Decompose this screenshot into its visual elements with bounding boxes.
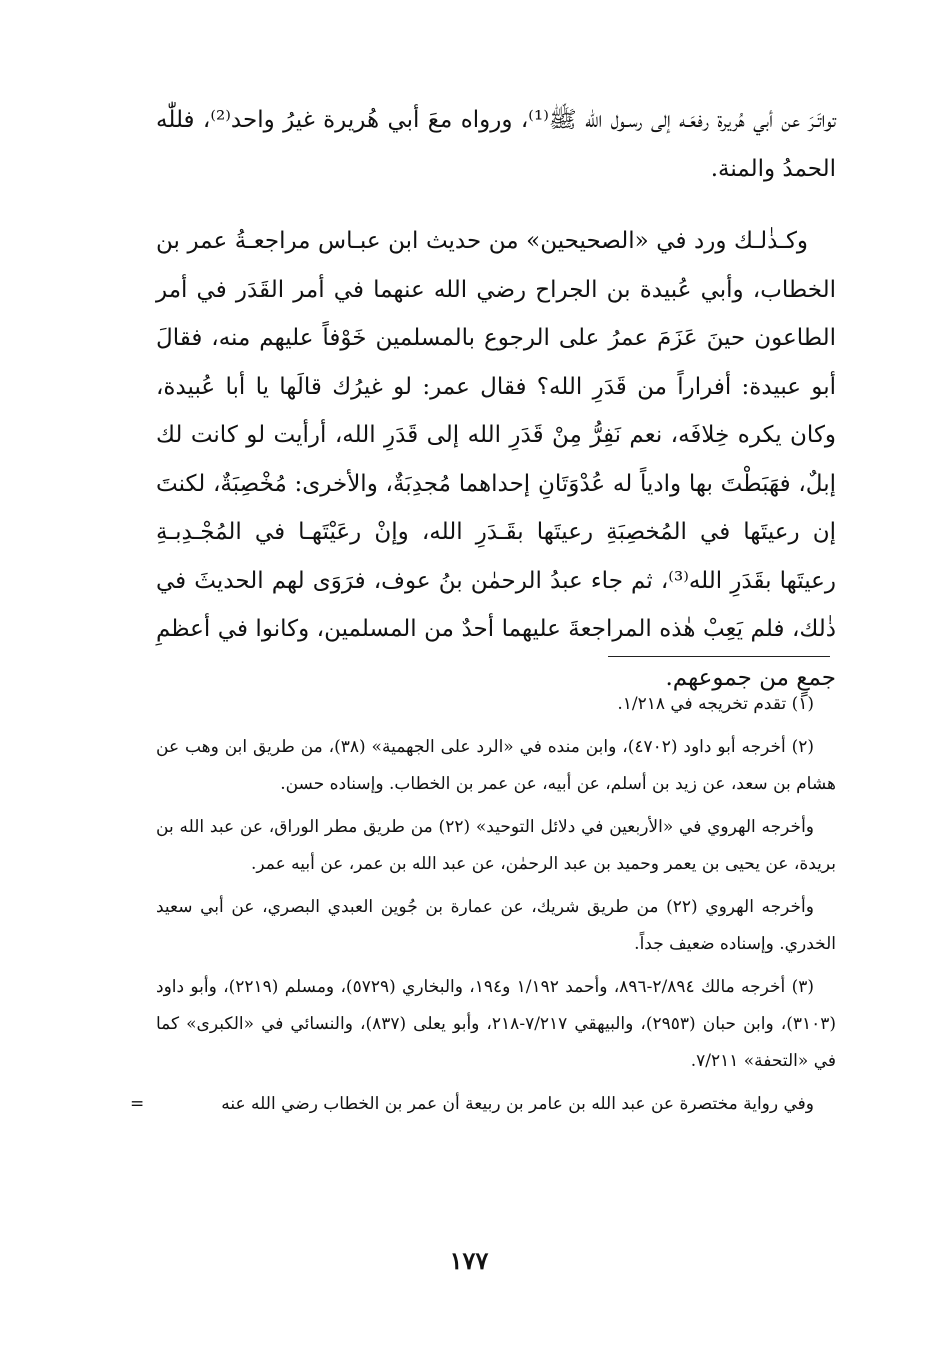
page-number: ١٧٧ [449, 1246, 489, 1275]
continuation-mark: = [130, 1094, 145, 1114]
main-text [156, 96, 836, 702]
footnote: (١) تقدم تخريجه في ١/٢١٨. [617, 694, 814, 714]
footnote: وأخرجه الهروي في «الأربعين في دلائل التوحيد» (٢٢) من طريق مطر الوراق، عن عبد الله بن بريدة، عن يحيى بن يعمر وحميد بن عبد الرحمٰن، عن عبد الله بن عمر، عن أبيه عمر. [156, 817, 836, 874]
main-paragraph: وكـذٰلـك ورد في «الصحيحين» من حديث ابن عبـاس مراجعـةُ عمر بن الخطاب، وأبي عُبيدة بن الجراح رضي الله عنهما في أمر القَدَر في أمر الطاعون حينَ عَزَمَ عمرُ على الرجوع بالمسلمين خَوْفاً عليهم منه، فقالَ أبو عبيدة: أفراراً من قَدَرِ الله؟ فقال عمر: لو غيرُك قالَها يا أبا عُبيدة، وكان يكره خِلافَه، نعم نَفِرُّ مِنْ قَدَرِ الله إلى قَدَرِ الله، أرأيت لو كانت لك إبلٌ، فهَبَطْتَ بها وادياً له عُدْوَتَانِ إحداهما مُجدِبَةٌ، والأخرى: مُخْصِبَةٌ، لكنتَ إن رعيتَها في المُخصِبَةِ رعيتَها بقَـدَرِ الله، وإنْ رعَيْتَهـا في المُجْـدِبـةِ رعيتَها بقَدَرِ الله⁽³⁾، ثم جاء عبدُ الرحمٰن بنُ عوف، فرَوَى لهم الحديثَ في ذٰلك، فلم يَعِبْ هٰذه المراجعةَ عليهما أحدٌ من المسلمين، وكانوا في أعظمِ جمعٍ من جموعهم. [156, 228, 836, 691]
footnotes [130, 686, 836, 1129]
footnote-divider [608, 656, 830, 657]
footnote-text: وفي رواية مختصرة عن عبد الله بن عامر بن ربيعة أن عمر بن الخطاب رضي الله عنه [221, 1094, 814, 1114]
main-paragraph: تواتَـرَ عن أبي هُريرة رفعَـه إلى رسـول الله ﷺ⁽¹⁾، ورواه معَ أبي هُريرة غيرُ واحد⁽²⁾، فللّٰه الحمدُ والمنة. [156, 107, 837, 182]
footnote: وأخرجه الهروي (٢٢) من طريق شريك، عن عمارة بن جُوين العبدي البصري، عن أبي سعيد الخدري. وإسناده ضعيف جداً. [156, 897, 836, 954]
footnote-continued [130, 1086, 836, 1123]
footnote: (٢) أخرجه أبو داود (٤٧٠٢)، وابن منده في «الرد على الجهمية» (٣٨)، من طريق ابن وهب عن هشام بن سعد، عن زيد بن أسلم، عن أبيه، عن عمر بن الخطاب. وإسناده حسن. [156, 737, 836, 794]
footnote: (٣) أخرجه مالك ٢/٨٩٤-٨٩٦، وأحمد ١/١٩٢ و١٩٤، والبخاري (٥٧٢٩)، ومسلم (٢٢١٩)، وأبو داود (٣١٠٣)، وابن حبان (٢٩٥٣)، والبيهقي ٧/٢١٧-٢١٨، وأبو يعلى (٨٣٧)، والنسائي في «الكبرى» كما في «التحفة» ٧/٢١١. [156, 977, 836, 1071]
